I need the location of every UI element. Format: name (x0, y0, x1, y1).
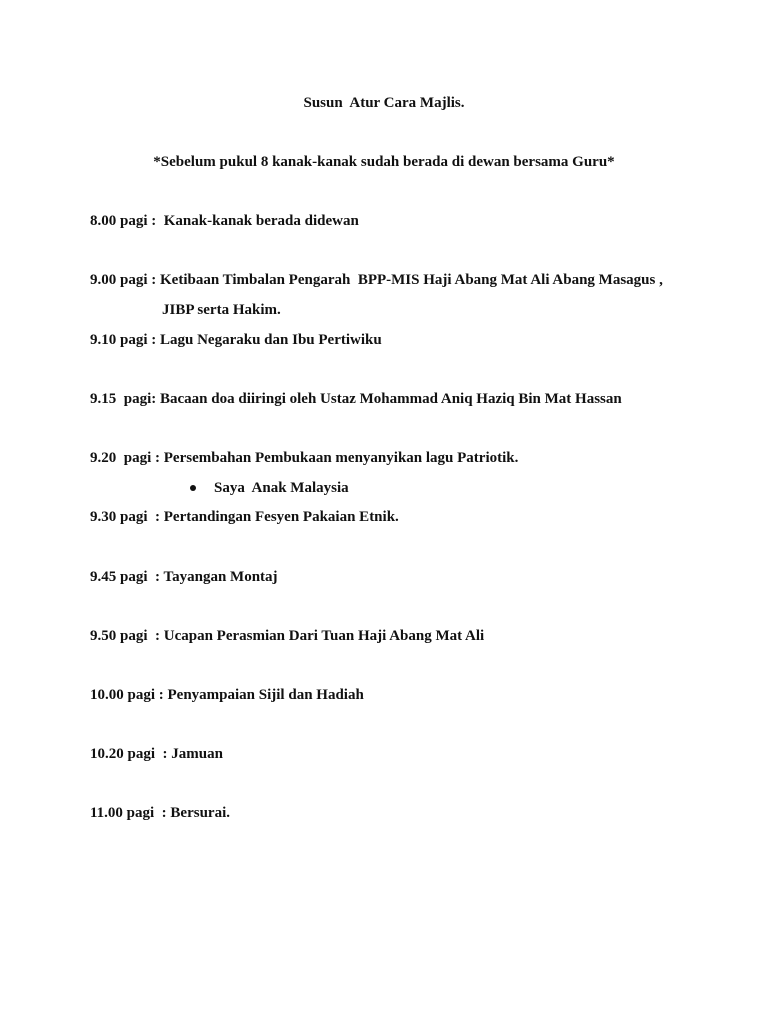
bullet-icon (190, 485, 196, 491)
schedule-item-0945: 9.45 pagi : Tayangan Montaj (90, 569, 278, 585)
schedule-item-0950: 9.50 pagi : Ucapan Perasmian Dari Tuan Haji Abang Mat Ali (90, 628, 485, 644)
document-title: Susun Atur Cara Majlis. (303, 95, 465, 111)
schedule-item-0920: 9.20 pagi : Persembahan Pembukaan menyanyikan lagu Patriotik. (90, 450, 519, 466)
schedule-item-1020: 10.20 pagi : Jamuan (90, 746, 223, 762)
schedule-item-0900: 9.00 pagi : Ketibaan Timbalan Pengarah BPP-MIS Haji Abang Mat Ali Abang Masagus , (90, 272, 663, 288)
schedule-item-0910: 9.10 pagi : Lagu Negaraku dan Ibu Pertiwiku (90, 332, 382, 348)
schedule-item-1100: 11.00 pagi : Bersurai. (90, 805, 231, 821)
schedule-item-0915: 9.15 pagi: Bacaan doa diiringi oleh Ustaz Mohammad Aniq Haziq Bin Mat Hassan (90, 391, 622, 407)
schedule-item-0800: 8.00 pagi : Kanak-kanak berada didewan (90, 213, 359, 229)
document-note: *Sebelum pukul 8 kanak-kanak sudah berada di dewan bersama Guru* (153, 154, 615, 170)
schedule-item-1000: 10.00 pagi : Penyampaian Sijil dan Hadiah (90, 687, 364, 703)
schedule-subitem-song: Saya Anak Malaysia (214, 480, 349, 496)
schedule-item-0930: 9.30 pagi : Pertandingan Fesyen Pakaian Etnik. (90, 509, 399, 525)
schedule-item-0900-continuation: JIBP serta Hakim. (162, 302, 281, 318)
